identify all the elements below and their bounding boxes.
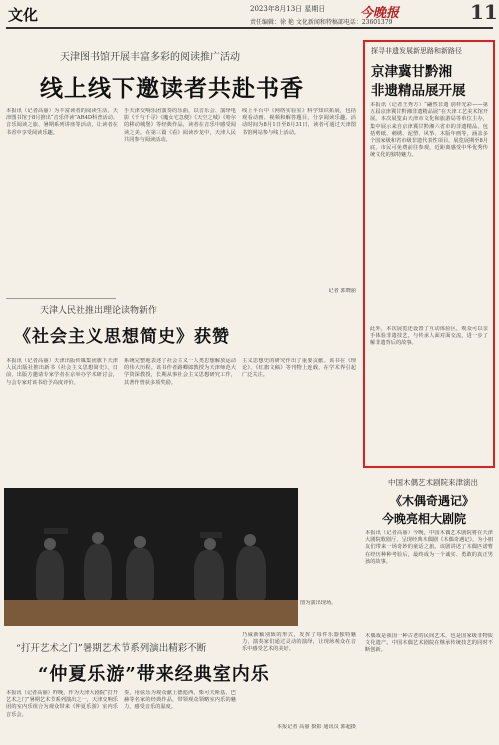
article3-col3: 乃威新颖别致的形式，发挥了每件乐器独特魅力，演奏家们通过灵动的演绎，让现场观众在音乐中感受艺术的美好。 — [242, 632, 356, 653]
article2-col1: 本报讯（记者高丽）天津出版传媒集团旗下天津人民出版社推出新书《社会主义思想简史》。日前，出版方邀请专家学者在京举办学术研讨会，与会专家对该书给予高度评价。 — [6, 358, 118, 386]
page-number: 11 — [470, 0, 498, 24]
boxed-title-line1: 京津冀甘黔湘 — [371, 64, 452, 80]
article2-kicker: 天津人民社推出理论读物新作 — [40, 306, 158, 316]
article2-col2: 系统完整地表述了社会主义一人类思想解放运动的伟大历程。该书作者路卿郎教授为天津师范大学资深教授，长期从事社会主义思想研究工作，其著作曾获多项奖励。 — [124, 358, 236, 386]
boxed-body-2: 此外，本次展览还设置了互动体验区，观众可以亲手体验非遗技艺，与传承人面对面交流，进一步了解非遗背后的故事。 — [370, 326, 488, 347]
article4-body-2: 木偶戏是我国一种古老的民间艺术，也是国家级非物质文化遗产。中国木偶艺术剧院在继承传统技艺的同时不断创新。 — [365, 633, 493, 654]
article3-byline: 本报记者 高丽 摄影 通讯员 郭超摄 — [276, 724, 356, 730]
article1-col1: 本报讯（记者高丽）为丰富读者的阅读生活，天津图书馆于8月推出“音乐伴读”AR4D科普活动、音乐阅读之旅、暑期系列讲座等活动，让读者在书香中享受阅读乐趣。 — [6, 108, 118, 136]
divider — [6, 298, 116, 299]
photo-caption: 图为演出现场。 — [300, 600, 337, 606]
article1-col3: 线上平台中《网络实验室》科学知识拓展，包括观看动画、视频和解答题目，分享阅读乐趣。活动时间为8月1日至8月31日，读者可通过天津图书馆网站参与线上活动。 — [242, 108, 356, 136]
newspaper-logo: 今晚报 — [360, 6, 400, 21]
boxed-title-line2: 非遗精品展开展 — [371, 83, 466, 99]
article2-title: 《社会主义思想简史》获赞 — [14, 327, 230, 347]
article3-title: “仲夏乐游”带来经典室内乐 — [38, 664, 270, 685]
article3-col2: 奏，用弦乐为观众献上德彪西、柴可夫斯基、巴赫等名家的经典作品，带领观众领略室内乐的魅力，感受音乐的温度。 — [124, 690, 236, 711]
editor-line: 责任编辑：徐 艳 文化新闻和特稿部电话：23601379 — [250, 19, 393, 26]
article3-kicker: “打开艺术之门”暑期艺术节系列演出精彩不断 — [16, 643, 207, 654]
issue-date: 2023年8月13日 星期日 — [250, 5, 326, 13]
article4-title-line2: 今晚亮相大剧院 — [382, 512, 467, 526]
article4-kicker: 中国木偶艺术剧院来津演出 — [388, 478, 478, 487]
article1-byline: 记者 郭晓丽 — [328, 288, 356, 294]
boxed-body: 本报讯（记者王秀方）“翩然非遗 别样光彩——第五届京津冀甘黔湘非遗精品展”在天津工艺美术馆开展。本次展览由天津市文化和旅游局等单位主办，集中展示来自京津冀甘黔湘六省市的非遗精品，包括剪纸、刺绣、泥塑、风筝、木版年画等，涵盖多个国家级和省市级非遗代表性项目。展览展期至8月底，市民可免费前往参观，近距离感受中华优秀传统文化的独特魅力。 — [370, 102, 488, 159]
concert-photo — [4, 488, 298, 626]
featured-article-box — [363, 40, 495, 468]
section-title: 文化 — [8, 6, 39, 24]
article4-body: 本报讯（记者高丽）今晚，中国木偶艺术剧院将在天津大剧院歌剧厅，呈现经典木偶剧《木偶奇遇记》，为小朋友们带来一场奇妙的童话之旅。该剧讲述了木偶匹诺曹在经历种种考验后，最终成为一个诚实、勇敢的真正男孩的故事。 — [365, 530, 493, 565]
article1-col2: 手天津交响乐团演奏的乐曲，以音乐会、演绎电影《千与千寻》《魔女宅急便》《天空之城》《哈尔的移动城堡》等经典作品，读者在音乐中感受阅读之美。在第三篇《看》阅读沙龙中，天津人民共同参与阅读活动。 — [124, 108, 236, 143]
header-rule — [6, 27, 493, 29]
article2-col3: 主义思想史的研究作出了重要贡献。该书在《理论》、《红旗文稿》等刊物上连载，在学术界引起广泛关注。 — [242, 358, 356, 379]
boxed-kicker: 探寻非遗发展新思路和新路径 — [371, 47, 462, 55]
article4-title-line1: 《木偶奇遇记》 — [390, 494, 475, 508]
article1-kicker: 天津图书馆开展丰富多彩的阅读推广活动 — [60, 52, 240, 63]
article1-title: 线上线下邀读者共赴书香 — [40, 75, 304, 102]
article3-col1: 本报讯（记者高丽）昨晚，作为天津大剧院“打开艺术之门”暑期艺术节系列演出之一，天津交响乐团的室内乐组合为观众带来《仲夏乐游》室内乐音乐会。 — [6, 690, 118, 718]
